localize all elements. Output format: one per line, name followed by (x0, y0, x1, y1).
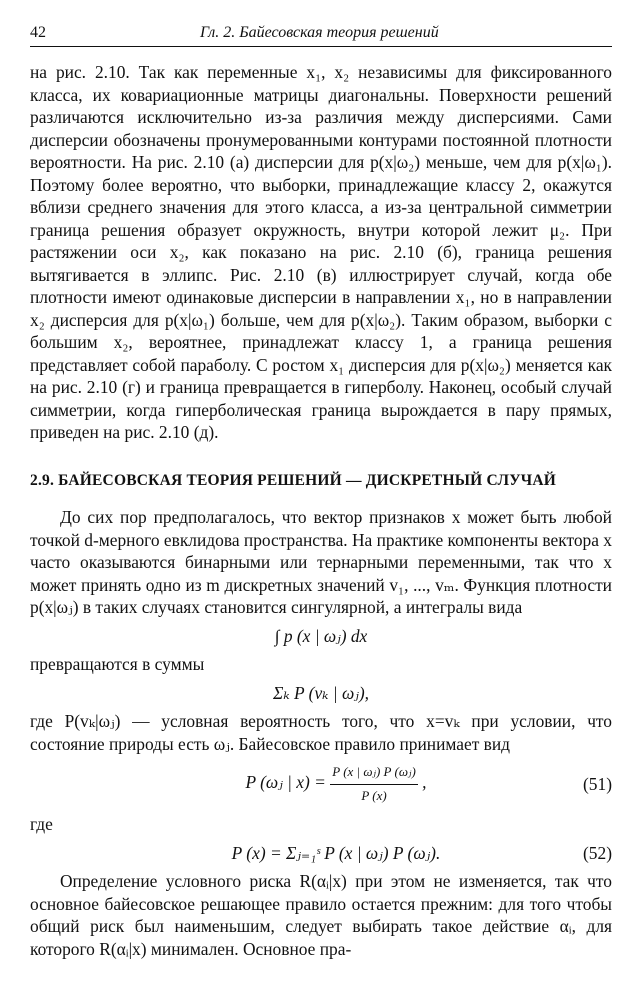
integral-formula: ∫ p (x | ωⱼ) dx (274, 625, 368, 646)
paragraph-2: До сих пор предполагалось, что вектор признаков x может быть любой точкой d-мерного евклидова пространства. На практике компоненты вектора x часто оказываются бинарными или тернарными переменными, так что x может принять одно из m дискретных значений v₁, ..., vₘ. Функция плотности p(x|ωⱼ) в таких случаях становится сингулярной, а интегралы вида (30, 507, 613, 617)
running-title: Гл. 2. Байесовская теория решений (200, 24, 439, 41)
page-body (30, 61, 612, 960)
eq52-expr: P (x) = Σⱼ₌₁ˢ P (x | ωⱼ) P (ωⱼ). (231, 842, 441, 863)
equation-52 (30, 842, 612, 865)
eq51-numerator: P (x | ωⱼ) P (ωⱼ) (330, 761, 418, 785)
sum-formula: Σₖ P (vₖ | ωⱼ), (272, 682, 370, 703)
paragraph-3: где P(vₖ|ωⱼ) — условная вероятность того, что x=vₖ при условии, что состояние природы есть ωⱼ. Байесовское правило принимает вид (30, 711, 612, 754)
sum-lead-text: превращаются в суммы (30, 654, 205, 674)
page-number: 42 (30, 24, 46, 41)
eq51-lhs: P (ωⱼ | x) = (245, 772, 326, 792)
eq51-denominator: P (x) (361, 787, 387, 803)
section-title: 2.9. БАЙЕСОВСКАЯ ТЕОРИЯ РЕШЕНИЙ — ДИСКРЕТНЫЙ СЛУЧАЙ (30, 471, 557, 489)
paragraph-4: Определение условного риска R(αᵢ|x) при этом не изменяется, так что основное байесовское решающее правило остается прежним: для того чтобы общий риск был наименьшим, следует выбирать такое действие αᵢ, для которого R(αᵢ|x) минимален. Основное пра- (30, 871, 612, 959)
page-header (30, 24, 612, 47)
equation-51 (30, 761, 612, 807)
paragraph-1: на рис. 2.10. Так как переменные x₁, x₂ независимы для фиксированного класса, их ковариационные матрицы диагональны. Поверхности решений различаются исключительно из-за различия между дисперсиями. Сами дисперсии обозначены пронумерованными контурами постоянной плотности вероятности. На рис. 2.10 (а) дисперсии для p(x|ω₂) меньше, чем для p(x|ω₁). Поэтому более вероятно, что выборки, принадлежащие классу 2, окажутся вблизи среднего значения для этого класса, а из-за центральной симметрии граница решения образует окружность, внутри которой лежит μ₂. При растяжении оси x₂, как показано на рис. 2.10 (б), граница решения вытягивается в эллипс. Рис. 2.10 (в) иллюстрирует случай, когда обе плотности имеют одинаковые дисперсии в направлении x₁, но в направлении x₂ дисперсия для p(x|ω₁) больше, чем для p(x|ω₂). Таким образом, выборки с большим x₂, вероятнее, принадлежат классу 1, а граница решения представляет собой параболу. С ростом x₁ дисперсия для p(x|ω₂) меняется как на рис. 2.10 (г) и граница превращается в гиперболу. Наконец, особый случай симметрии, когда гиперболическая граница вырождается в пару прямых, приведен на рис. 2.10 (д). (30, 62, 613, 442)
equation-51-body (30, 761, 562, 807)
eq52-label: (52) (583, 842, 612, 863)
eq51-fraction (330, 761, 418, 807)
eq51-tail: , (422, 772, 427, 792)
where-text: где (30, 814, 53, 834)
eq51-label: (51) (583, 773, 612, 794)
book-page (30, 24, 612, 960)
